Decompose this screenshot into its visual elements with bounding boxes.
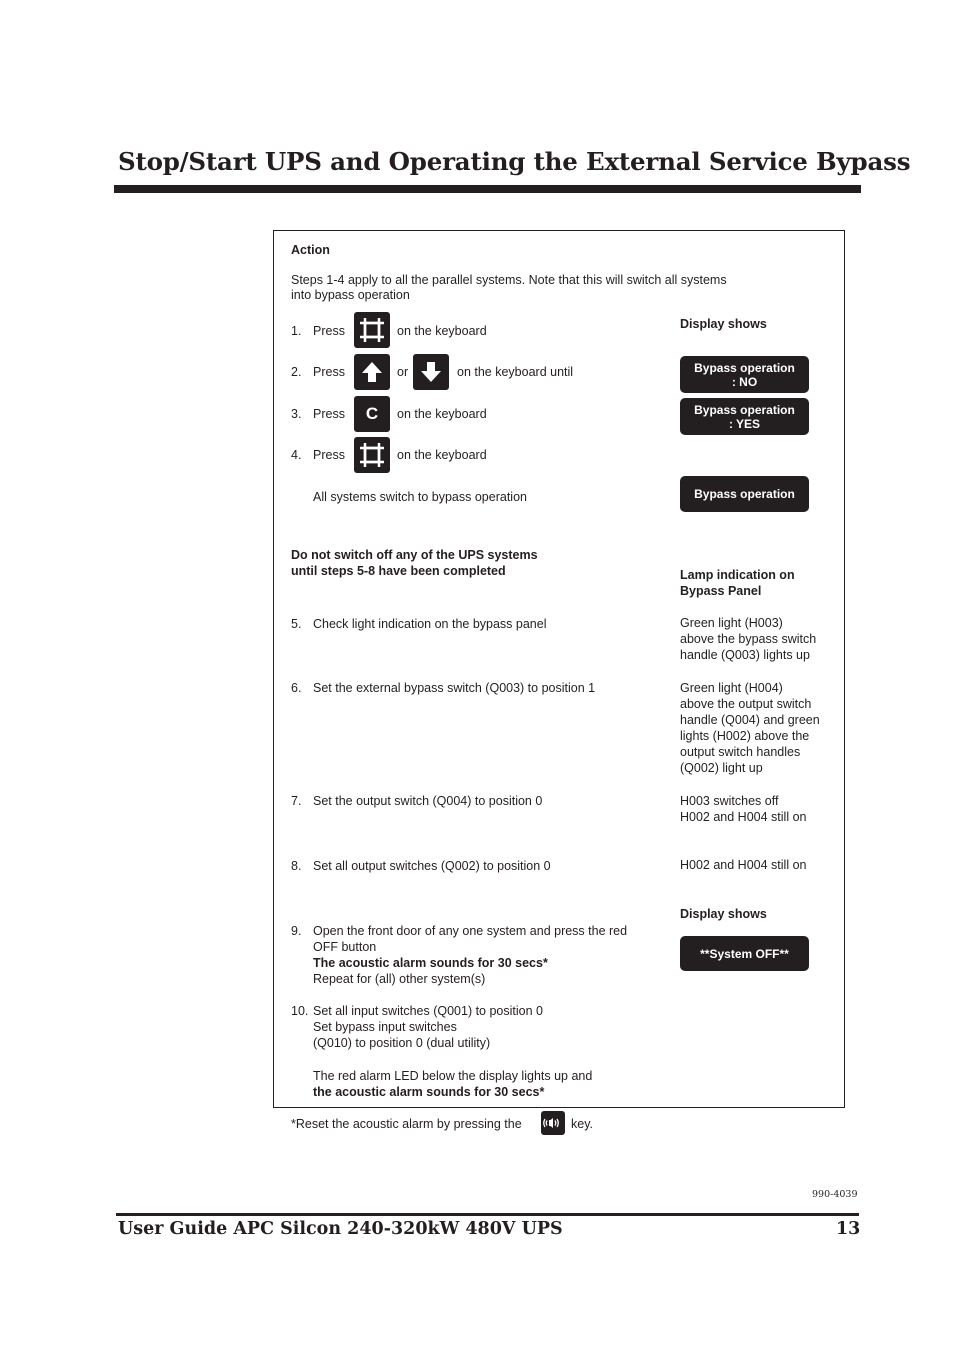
c-key-icon <box>354 396 390 432</box>
step-5-lamp: Green light (H003) <box>680 616 783 630</box>
step-10-line: The red alarm LED below the display lights up and <box>313 1069 593 1083</box>
step-4-press: Press <box>313 448 345 462</box>
document-number: 990-4039 <box>812 1189 858 1200</box>
step-1-press: Press <box>313 324 345 338</box>
step-6-lamp: (Q002) light up <box>680 761 763 775</box>
display-bypass-operation <box>680 476 809 512</box>
display-line: : NO <box>731 374 758 389</box>
step-6-lamp: output switch handles <box>680 745 801 759</box>
warning-line-2: until steps 5-8 have been completed <box>291 564 506 578</box>
display-bypass-no <box>680 356 809 393</box>
step-6-lamp: handle (Q004) and green <box>680 713 820 727</box>
step-4-text: on the keyboard <box>397 448 487 462</box>
alarm-reset-key-icon <box>541 1111 565 1135</box>
display-heading: Display shows <box>680 317 767 331</box>
intro-line-2: into bypass operation <box>291 288 410 302</box>
step-3-number: 3. <box>291 407 302 421</box>
step-5-text: Check light indication on the bypass panel <box>313 617 547 631</box>
arrow-up-key-icon <box>354 354 390 390</box>
step-7-text: Set the output switch (Q004) to position 0 <box>313 794 543 808</box>
display-line: : YES <box>728 416 761 431</box>
all-systems-bypass: All systems switch to bypass operation <box>313 490 527 504</box>
step-9-line: OFF button <box>313 940 377 954</box>
display-line: Bypass operation <box>694 487 795 501</box>
step-2-press: Press <box>313 365 345 379</box>
step-7-lamp: H003 switches off <box>680 794 779 808</box>
step-8-number: 8. <box>291 859 302 873</box>
step-1-text: on the keyboard <box>397 324 487 338</box>
title-rule <box>114 185 861 193</box>
step-9-line: Open the front door of any one system and press the red <box>313 924 628 938</box>
display-system-off <box>680 936 809 971</box>
display-line: Bypass operation <box>694 402 795 417</box>
step-6-lamp: lights (H002) above the <box>680 729 810 743</box>
step-2-number: 2. <box>291 365 302 379</box>
intro-line-1: Steps 1-4 apply to all the parallel systems. Note that this will switch all systems <box>291 273 727 287</box>
page-title: Stop/Start UPS and Operating the External Service Bypass <box>118 147 911 176</box>
enter-key-icon <box>354 437 390 473</box>
step-3-press: Press <box>313 407 345 421</box>
step-10-line: Set all input switches (Q001) to position 0 <box>313 1004 543 1018</box>
step-10-line: Set bypass input switches <box>313 1020 457 1034</box>
step-1-number: 1. <box>291 324 302 338</box>
lamp-heading-line-2: Bypass Panel <box>680 584 762 598</box>
step-4-number: 4. <box>291 448 302 462</box>
step-8-text: Set all output switches (Q002) to position 0 <box>313 859 551 873</box>
step-8-lamp: H002 and H004 still on <box>680 858 807 872</box>
action-heading: Action <box>291 243 330 257</box>
reset-note-key: key. <box>571 1117 593 1131</box>
display-line: **System OFF** <box>700 946 789 961</box>
lamp-heading-line-1: Lamp indication on <box>680 568 795 582</box>
display-heading-2: Display shows <box>680 907 767 921</box>
step-5-lamp: above the bypass switch <box>680 632 817 646</box>
reset-note-text: *Reset the acoustic alarm by pressing the <box>291 1117 522 1131</box>
display-bypass-yes <box>680 398 809 435</box>
step-2-text: on the keyboard until <box>457 365 574 379</box>
c-key-label: C <box>365 404 379 423</box>
page-number: 13 <box>836 1219 861 1239</box>
enter-key-icon <box>354 312 390 348</box>
step-5-number: 5. <box>291 617 302 631</box>
step-2-or: or <box>397 365 409 379</box>
step-10-number: 10. <box>291 1004 309 1018</box>
step-6-lamp: above the output switch <box>680 697 812 711</box>
step-7-lamp: H002 and H004 still on <box>680 810 807 824</box>
step-10-alarm: the acoustic alarm sounds for 30 secs* <box>313 1085 545 1099</box>
arrow-down-key-icon <box>413 354 449 390</box>
step-9-alarm: The acoustic alarm sounds for 30 secs* <box>313 956 548 970</box>
step-6-text: Set the external bypass switch (Q003) to position 1 <box>313 681 596 695</box>
step-5-lamp: handle (Q003) lights up <box>680 648 810 662</box>
display-line: Bypass operation <box>694 360 795 375</box>
step-9-line: Repeat for (all) other system(s) <box>313 972 486 986</box>
footer-rule <box>116 1213 859 1216</box>
guide-title: User Guide APC Silcon 240-320kW 480V UPS <box>118 1219 563 1239</box>
step-10-line: (Q010) to position 0 (dual utility) <box>313 1036 491 1050</box>
step-7-number: 7. <box>291 794 302 808</box>
step-9-number: 9. <box>291 924 302 938</box>
warning-line-1: Do not switch off any of the UPS systems <box>291 548 538 562</box>
step-3-text: on the keyboard <box>397 407 487 421</box>
step-6-lamp: Green light (H004) <box>680 681 783 695</box>
step-6-number: 6. <box>291 681 302 695</box>
